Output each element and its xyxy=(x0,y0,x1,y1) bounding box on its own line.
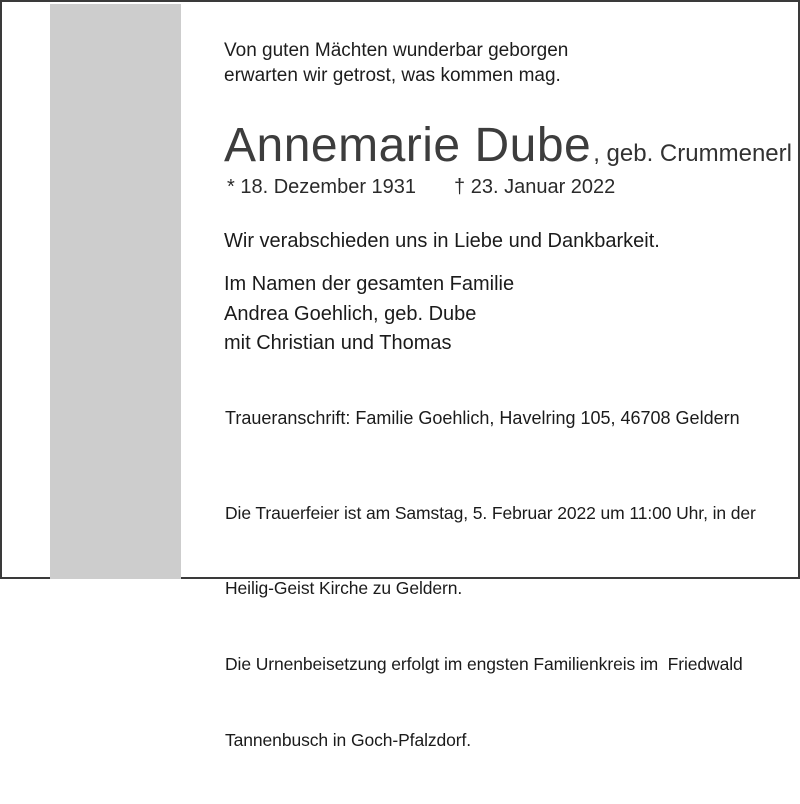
quote-line-2: erwarten wir getrost, was kommen mag. xyxy=(224,65,561,86)
deceased-name-line xyxy=(224,118,792,173)
born-symbol-icon: * xyxy=(227,176,235,198)
mourning-address: Traueranschrift: Familie Goehlich, Havelring 105, 46708 Geldern xyxy=(225,408,740,428)
death-entry xyxy=(454,176,615,198)
opening-quote xyxy=(224,38,568,88)
service-info-block xyxy=(225,450,756,804)
family-line-1: Im Namen der gesamten Familie xyxy=(224,273,515,295)
maiden-name-suffix: , geb. Crummenerl xyxy=(593,140,792,167)
quote-line-1: Von guten Mächten wunderbar geborgen xyxy=(224,40,569,61)
farewell-sentence: Wir verabschieden uns in Liebe und Dankbarkeit. xyxy=(224,230,660,252)
obituary-content xyxy=(224,2,792,751)
service-line-3: Die Urnenbeisetzung erfolgt im engsten Familienkreis im Friedwald xyxy=(225,654,743,675)
service-line-1: Die Trauerfeier ist am Samstag, 5. Februar 2022 um 11:00 Uhr, in der xyxy=(225,502,756,523)
family-line-3: mit Christian und Thomas xyxy=(224,332,452,354)
deceased-name: Annemarie Dube xyxy=(224,119,592,172)
life-dates xyxy=(227,176,615,199)
death-date: 23. Januar 2022 xyxy=(470,176,616,198)
service-line-4: Tannenbusch in Goch-Pfalzdorf. xyxy=(225,730,472,751)
family-block xyxy=(224,270,514,359)
service-line-2: Heilig-Geist Kirche zu Geldern. xyxy=(225,578,463,599)
cross-symbol-icon: † xyxy=(454,176,466,198)
gray-side-bar xyxy=(50,4,181,579)
birth-entry xyxy=(227,176,416,198)
birth-date: 18. Dezember 1931 xyxy=(240,176,417,198)
family-line-2: Andrea Goehlich, geb. Dube xyxy=(224,302,477,325)
